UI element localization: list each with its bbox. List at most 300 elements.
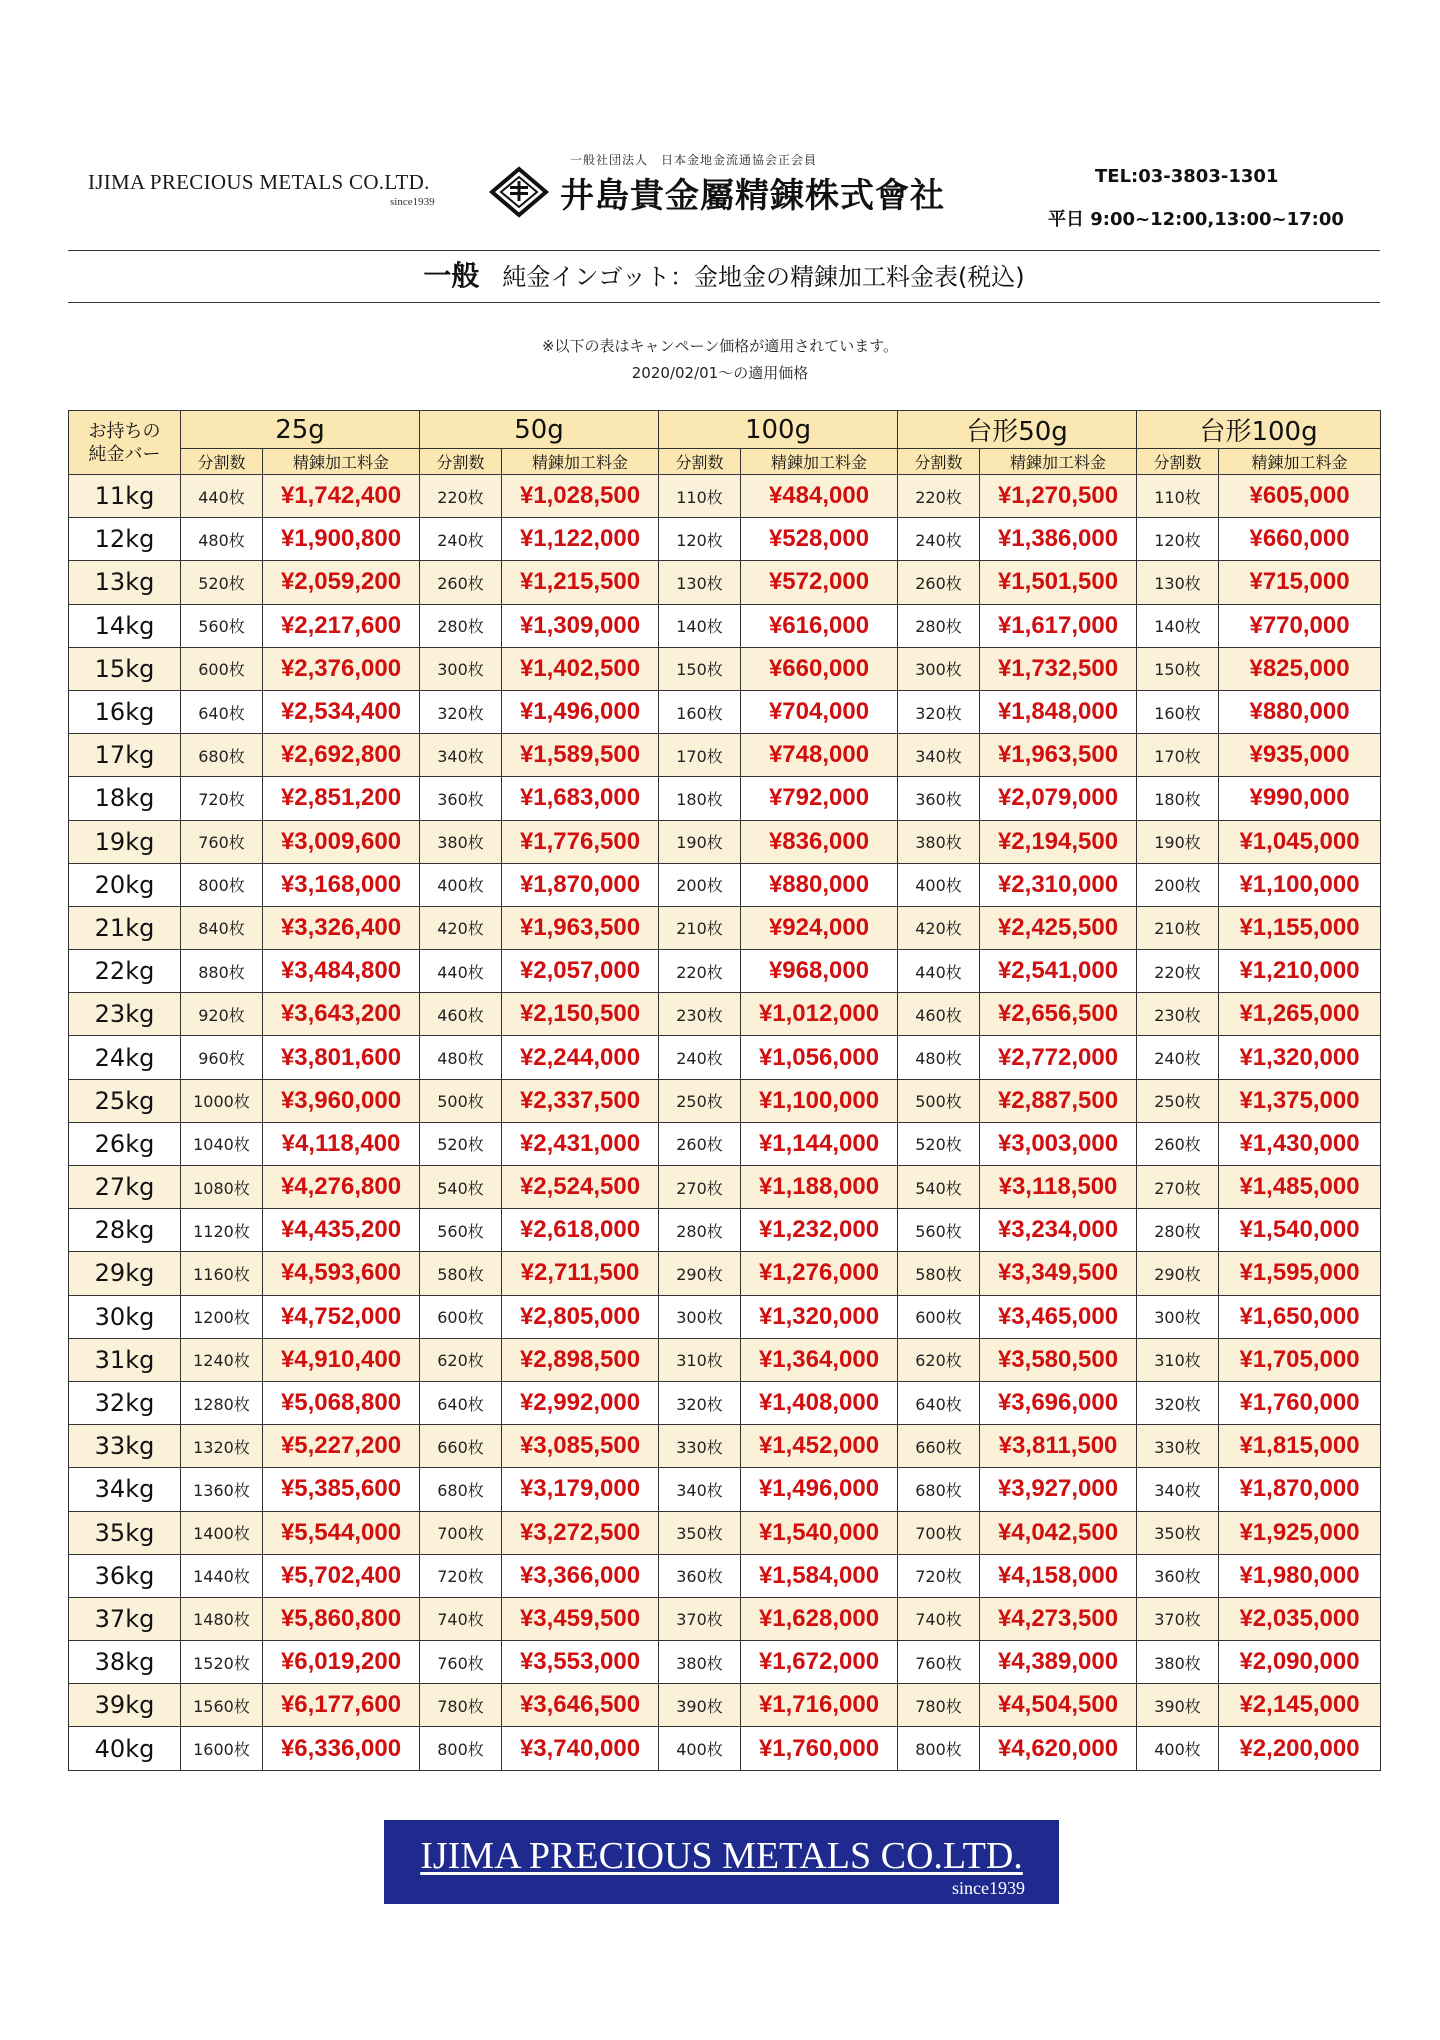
split-count: 700枚 bbox=[898, 1511, 980, 1554]
bar-weight: 17kg bbox=[69, 734, 181, 777]
refining-fee: ¥3,326,400 bbox=[263, 906, 420, 949]
split-count: 230枚 bbox=[1137, 993, 1219, 1036]
bar-weight: 30kg bbox=[69, 1295, 181, 1338]
table-row bbox=[69, 1597, 1381, 1640]
split-count: 1120枚 bbox=[181, 1209, 263, 1252]
split-count: 740枚 bbox=[420, 1597, 502, 1640]
split-count: 170枚 bbox=[659, 734, 741, 777]
split-count: 220枚 bbox=[1137, 950, 1219, 993]
split-count: 1440枚 bbox=[181, 1554, 263, 1597]
table-row bbox=[69, 1381, 1381, 1424]
split-count: 800枚 bbox=[181, 863, 263, 906]
sub-header-count: 分割数 bbox=[659, 449, 741, 475]
table-row bbox=[69, 1079, 1381, 1122]
split-count: 140枚 bbox=[659, 604, 741, 647]
refining-fee: ¥1,963,500 bbox=[502, 906, 659, 949]
bar-weight: 18kg bbox=[69, 777, 181, 820]
split-count: 760枚 bbox=[420, 1641, 502, 1684]
split-count: 340枚 bbox=[898, 734, 980, 777]
refining-fee: ¥1,144,000 bbox=[741, 1122, 898, 1165]
refining-fee: ¥1,716,000 bbox=[741, 1684, 898, 1727]
split-count: 370枚 bbox=[659, 1597, 741, 1640]
bar-weight: 19kg bbox=[69, 820, 181, 863]
refining-fee: ¥1,760,000 bbox=[741, 1727, 898, 1770]
table-row bbox=[69, 1684, 1381, 1727]
split-count: 260枚 bbox=[659, 1122, 741, 1165]
bar-weight: 34kg bbox=[69, 1468, 181, 1511]
refining-fee: ¥4,276,800 bbox=[263, 1166, 420, 1209]
refining-fee: ¥2,524,500 bbox=[502, 1166, 659, 1209]
refining-fee: ¥2,711,500 bbox=[502, 1252, 659, 1295]
refining-fee: ¥1,980,000 bbox=[1219, 1554, 1381, 1597]
split-count: 150枚 bbox=[1137, 647, 1219, 690]
split-count: 760枚 bbox=[181, 820, 263, 863]
refining-fee: ¥1,683,000 bbox=[502, 777, 659, 820]
corner-line-2: 純金バー bbox=[88, 443, 161, 465]
table-row bbox=[69, 1727, 1381, 1770]
refining-fee: ¥2,337,500 bbox=[502, 1079, 659, 1122]
split-count: 420枚 bbox=[898, 906, 980, 949]
split-count: 720枚 bbox=[898, 1554, 980, 1597]
split-count: 130枚 bbox=[659, 561, 741, 604]
table-row bbox=[69, 863, 1381, 906]
corner-line-1: お持ちの bbox=[88, 420, 161, 442]
split-count: 300枚 bbox=[420, 647, 502, 690]
bar-weight: 16kg bbox=[69, 690, 181, 733]
bar-weight: 38kg bbox=[69, 1641, 181, 1684]
bar-weight: 22kg bbox=[69, 950, 181, 993]
split-count: 220枚 bbox=[898, 475, 980, 518]
split-count: 290枚 bbox=[659, 1252, 741, 1295]
title-category: 一般 bbox=[423, 259, 480, 292]
sub-header-count: 分割数 bbox=[1137, 449, 1219, 475]
split-count: 440枚 bbox=[898, 950, 980, 993]
split-count: 270枚 bbox=[659, 1166, 741, 1209]
refining-fee: ¥990,000 bbox=[1219, 777, 1381, 820]
split-count: 400枚 bbox=[659, 1727, 741, 1770]
refining-fee: ¥2,534,400 bbox=[263, 690, 420, 733]
bar-weight: 12kg bbox=[69, 518, 181, 561]
split-count: 190枚 bbox=[1137, 820, 1219, 863]
refining-fee: ¥2,376,000 bbox=[263, 647, 420, 690]
price-table bbox=[68, 410, 1381, 1771]
split-count: 660枚 bbox=[420, 1425, 502, 1468]
split-count: 1280枚 bbox=[181, 1381, 263, 1424]
table-row bbox=[69, 1641, 1381, 1684]
split-count: 1200枚 bbox=[181, 1295, 263, 1338]
refining-fee: ¥4,620,000 bbox=[980, 1727, 1137, 1770]
refining-fee: ¥3,465,000 bbox=[980, 1295, 1137, 1338]
sub-header-count: 分割数 bbox=[898, 449, 980, 475]
split-count: 480枚 bbox=[420, 1036, 502, 1079]
refining-fee: ¥1,925,000 bbox=[1219, 1511, 1381, 1554]
refining-fee: ¥572,000 bbox=[741, 561, 898, 604]
split-count: 480枚 bbox=[181, 518, 263, 561]
size-header-trapezoid-100g: 台形100g bbox=[1137, 411, 1381, 449]
refining-fee: ¥660,000 bbox=[741, 647, 898, 690]
refining-fee: ¥1,045,000 bbox=[1219, 820, 1381, 863]
refining-fee: ¥1,732,500 bbox=[980, 647, 1137, 690]
table-row bbox=[69, 518, 1381, 561]
split-count: 160枚 bbox=[1137, 690, 1219, 733]
campaign-notice: ※以下の表はキャンペーン価格が適用されています。 bbox=[541, 337, 899, 355]
table-row bbox=[69, 1252, 1381, 1295]
refining-fee: ¥1,848,000 bbox=[980, 690, 1137, 733]
company-since: since1939 bbox=[390, 196, 435, 208]
split-count: 1160枚 bbox=[181, 1252, 263, 1295]
refining-fee: ¥1,672,000 bbox=[741, 1641, 898, 1684]
refining-fee: ¥2,035,000 bbox=[1219, 1597, 1381, 1640]
split-count: 880枚 bbox=[181, 950, 263, 993]
split-count: 540枚 bbox=[420, 1166, 502, 1209]
split-count: 660枚 bbox=[898, 1425, 980, 1468]
table-row bbox=[69, 820, 1381, 863]
table-row bbox=[69, 604, 1381, 647]
refining-fee: ¥6,336,000 bbox=[263, 1727, 420, 1770]
split-count: 600枚 bbox=[420, 1295, 502, 1338]
refining-fee: ¥1,386,000 bbox=[980, 518, 1137, 561]
table-row bbox=[69, 1036, 1381, 1079]
split-count: 120枚 bbox=[659, 518, 741, 561]
split-count: 800枚 bbox=[898, 1727, 980, 1770]
split-count: 270枚 bbox=[1137, 1166, 1219, 1209]
refining-fee: ¥1,270,500 bbox=[980, 475, 1137, 518]
refining-fee: ¥1,584,000 bbox=[741, 1554, 898, 1597]
bar-weight: 36kg bbox=[69, 1554, 181, 1597]
refining-fee: ¥1,320,000 bbox=[1219, 1036, 1381, 1079]
refining-fee: ¥2,057,000 bbox=[502, 950, 659, 993]
split-count: 1040枚 bbox=[181, 1122, 263, 1165]
split-count: 200枚 bbox=[659, 863, 741, 906]
split-count: 320枚 bbox=[420, 690, 502, 733]
refining-fee: ¥1,364,000 bbox=[741, 1338, 898, 1381]
split-count: 220枚 bbox=[659, 950, 741, 993]
size-header-25g: 25g bbox=[181, 411, 420, 449]
refining-fee: ¥1,963,500 bbox=[980, 734, 1137, 777]
refining-fee: ¥880,000 bbox=[741, 863, 898, 906]
table-row bbox=[69, 1425, 1381, 1468]
split-count: 370枚 bbox=[1137, 1597, 1219, 1640]
refining-fee: ¥5,702,400 bbox=[263, 1554, 420, 1597]
refining-fee: ¥1,742,400 bbox=[263, 475, 420, 518]
refining-fee: ¥3,168,000 bbox=[263, 863, 420, 906]
refining-fee: ¥880,000 bbox=[1219, 690, 1381, 733]
refining-fee: ¥3,234,000 bbox=[980, 1209, 1137, 1252]
split-count: 1000枚 bbox=[181, 1079, 263, 1122]
size-header-trapezoid-50g: 台形50g bbox=[898, 411, 1137, 449]
refining-fee: ¥924,000 bbox=[741, 906, 898, 949]
bar-weight: 31kg bbox=[69, 1338, 181, 1381]
refining-fee: ¥1,900,800 bbox=[263, 518, 420, 561]
refining-fee: ¥1,188,000 bbox=[741, 1166, 898, 1209]
split-count: 480枚 bbox=[898, 1036, 980, 1079]
refining-fee: ¥3,643,200 bbox=[263, 993, 420, 1036]
split-count: 110枚 bbox=[659, 475, 741, 518]
refining-fee: ¥1,595,000 bbox=[1219, 1252, 1381, 1295]
table-row bbox=[69, 647, 1381, 690]
split-count: 400枚 bbox=[420, 863, 502, 906]
split-count: 800枚 bbox=[420, 1727, 502, 1770]
split-count: 250枚 bbox=[1137, 1079, 1219, 1122]
split-count: 420枚 bbox=[420, 906, 502, 949]
refining-fee: ¥3,484,800 bbox=[263, 950, 420, 993]
refining-fee: ¥770,000 bbox=[1219, 604, 1381, 647]
table-row bbox=[69, 475, 1381, 518]
bar-weight: 24kg bbox=[69, 1036, 181, 1079]
refining-fee: ¥1,540,000 bbox=[1219, 1209, 1381, 1252]
bar-weight: 28kg bbox=[69, 1209, 181, 1252]
refining-fee: ¥5,385,600 bbox=[263, 1468, 420, 1511]
refining-fee: ¥616,000 bbox=[741, 604, 898, 647]
split-count: 600枚 bbox=[898, 1295, 980, 1338]
bar-weight: 32kg bbox=[69, 1381, 181, 1424]
split-count: 150枚 bbox=[659, 647, 741, 690]
split-count: 170枚 bbox=[1137, 734, 1219, 777]
split-count: 680枚 bbox=[420, 1468, 502, 1511]
sub-header-count: 分割数 bbox=[181, 449, 263, 475]
refining-fee: ¥2,244,000 bbox=[502, 1036, 659, 1079]
split-count: 520枚 bbox=[420, 1122, 502, 1165]
refining-fee: ¥4,042,500 bbox=[980, 1511, 1137, 1554]
split-count: 280枚 bbox=[659, 1209, 741, 1252]
split-count: 840枚 bbox=[181, 906, 263, 949]
refining-fee: ¥1,870,000 bbox=[1219, 1468, 1381, 1511]
refining-fee: ¥1,430,000 bbox=[1219, 1122, 1381, 1165]
split-count: 780枚 bbox=[898, 1684, 980, 1727]
table-row bbox=[69, 1511, 1381, 1554]
refining-fee: ¥3,811,500 bbox=[980, 1425, 1137, 1468]
refining-fee: ¥5,068,800 bbox=[263, 1381, 420, 1424]
split-count: 760枚 bbox=[898, 1641, 980, 1684]
split-count: 160枚 bbox=[659, 690, 741, 733]
split-count: 210枚 bbox=[659, 906, 741, 949]
split-count: 620枚 bbox=[420, 1338, 502, 1381]
split-count: 1320枚 bbox=[181, 1425, 263, 1468]
bar-weight: 40kg bbox=[69, 1727, 181, 1770]
table-row bbox=[69, 1295, 1381, 1338]
refining-fee: ¥3,927,000 bbox=[980, 1468, 1137, 1511]
footer-since: since1939 bbox=[952, 1878, 1025, 1898]
effective-date: 2020/02/01～の適用価格 bbox=[631, 364, 809, 382]
refining-fee: ¥1,540,000 bbox=[741, 1511, 898, 1554]
split-count: 720枚 bbox=[181, 777, 263, 820]
refining-fee: ¥3,801,600 bbox=[263, 1036, 420, 1079]
refining-fee: ¥1,485,000 bbox=[1219, 1166, 1381, 1209]
table-row bbox=[69, 777, 1381, 820]
refining-fee: ¥2,656,500 bbox=[980, 993, 1137, 1036]
bar-weight: 14kg bbox=[69, 604, 181, 647]
refining-fee: ¥1,375,000 bbox=[1219, 1079, 1381, 1122]
sub-header-fee: 精錬加工料金 bbox=[980, 449, 1137, 475]
phone-number: TEL:03-3803-1301 bbox=[1095, 166, 1279, 187]
bar-weight: 29kg bbox=[69, 1252, 181, 1295]
refining-fee: ¥1,496,000 bbox=[502, 690, 659, 733]
refining-fee: ¥1,408,000 bbox=[741, 1381, 898, 1424]
split-count: 180枚 bbox=[659, 777, 741, 820]
table-row bbox=[69, 561, 1381, 604]
refining-fee: ¥4,504,500 bbox=[980, 1684, 1137, 1727]
refining-fee: ¥2,851,200 bbox=[263, 777, 420, 820]
refining-fee: ¥1,589,500 bbox=[502, 734, 659, 777]
table-row bbox=[69, 993, 1381, 1036]
split-count: 400枚 bbox=[898, 863, 980, 906]
table-row bbox=[69, 1468, 1381, 1511]
refining-fee: ¥6,019,200 bbox=[263, 1641, 420, 1684]
refining-fee: ¥2,150,500 bbox=[502, 993, 659, 1036]
refining-fee: ¥792,000 bbox=[741, 777, 898, 820]
split-count: 960枚 bbox=[181, 1036, 263, 1079]
header-rule-bottom bbox=[68, 302, 1380, 303]
split-count: 250枚 bbox=[659, 1079, 741, 1122]
refining-fee: ¥2,541,000 bbox=[980, 950, 1137, 993]
refining-fee: ¥2,059,200 bbox=[263, 561, 420, 604]
split-count: 260枚 bbox=[1137, 1122, 1219, 1165]
split-count: 500枚 bbox=[898, 1079, 980, 1122]
refining-fee: ¥1,232,000 bbox=[741, 1209, 898, 1252]
refining-fee: ¥484,000 bbox=[741, 475, 898, 518]
refining-fee: ¥3,349,500 bbox=[980, 1252, 1137, 1295]
refining-fee: ¥2,310,000 bbox=[980, 863, 1137, 906]
split-count: 350枚 bbox=[659, 1511, 741, 1554]
sub-header-count: 分割数 bbox=[420, 449, 502, 475]
bar-weight: 21kg bbox=[69, 906, 181, 949]
refining-fee: ¥2,772,000 bbox=[980, 1036, 1137, 1079]
refining-fee: ¥836,000 bbox=[741, 820, 898, 863]
split-count: 600枚 bbox=[181, 647, 263, 690]
bar-weight: 33kg bbox=[69, 1425, 181, 1468]
refining-fee: ¥1,650,000 bbox=[1219, 1295, 1381, 1338]
split-count: 200枚 bbox=[1137, 863, 1219, 906]
refining-fee: ¥2,887,500 bbox=[980, 1079, 1137, 1122]
refining-fee: ¥748,000 bbox=[741, 734, 898, 777]
split-count: 920枚 bbox=[181, 993, 263, 1036]
sub-header-fee: 精錬加工料金 bbox=[263, 449, 420, 475]
split-count: 330枚 bbox=[1137, 1425, 1219, 1468]
split-count: 520枚 bbox=[181, 561, 263, 604]
refining-fee: ¥3,553,000 bbox=[502, 1641, 659, 1684]
refining-fee: ¥5,860,800 bbox=[263, 1597, 420, 1640]
refining-fee: ¥3,085,500 bbox=[502, 1425, 659, 1468]
split-count: 290枚 bbox=[1137, 1252, 1219, 1295]
split-count: 540枚 bbox=[898, 1166, 980, 1209]
refining-fee: ¥1,122,000 bbox=[502, 518, 659, 561]
split-count: 680枚 bbox=[181, 734, 263, 777]
refining-fee: ¥1,452,000 bbox=[741, 1425, 898, 1468]
table-row bbox=[69, 906, 1381, 949]
split-count: 320枚 bbox=[1137, 1381, 1219, 1424]
split-count: 620枚 bbox=[898, 1338, 980, 1381]
split-count: 380枚 bbox=[659, 1641, 741, 1684]
split-count: 340枚 bbox=[659, 1468, 741, 1511]
split-count: 1480枚 bbox=[181, 1597, 263, 1640]
split-count: 1240枚 bbox=[181, 1338, 263, 1381]
table-row bbox=[69, 1209, 1381, 1252]
refining-fee: ¥660,000 bbox=[1219, 518, 1381, 561]
split-count: 210枚 bbox=[1137, 906, 1219, 949]
split-count: 320枚 bbox=[659, 1381, 741, 1424]
split-count: 360枚 bbox=[898, 777, 980, 820]
refining-fee: ¥4,752,000 bbox=[263, 1295, 420, 1338]
split-count: 240枚 bbox=[420, 518, 502, 561]
table-header-subs bbox=[69, 449, 1381, 475]
split-count: 130枚 bbox=[1137, 561, 1219, 604]
refining-fee: ¥1,155,000 bbox=[1219, 906, 1381, 949]
split-count: 400枚 bbox=[1137, 1727, 1219, 1770]
refining-fee: ¥1,012,000 bbox=[741, 993, 898, 1036]
split-count: 1560枚 bbox=[181, 1684, 263, 1727]
split-count: 440枚 bbox=[420, 950, 502, 993]
split-count: 440枚 bbox=[181, 475, 263, 518]
split-count: 580枚 bbox=[420, 1252, 502, 1295]
refining-fee: ¥2,217,600 bbox=[263, 604, 420, 647]
sub-header-fee: 精錬加工料金 bbox=[502, 449, 659, 475]
refining-fee: ¥6,177,600 bbox=[263, 1684, 420, 1727]
refining-fee: ¥3,580,500 bbox=[980, 1338, 1137, 1381]
refining-fee: ¥4,910,400 bbox=[263, 1338, 420, 1381]
split-count: 560枚 bbox=[898, 1209, 980, 1252]
split-count: 220枚 bbox=[420, 475, 502, 518]
refining-fee: ¥2,079,000 bbox=[980, 777, 1137, 820]
table-row bbox=[69, 1166, 1381, 1209]
refining-fee: ¥4,389,000 bbox=[980, 1641, 1137, 1684]
table-row bbox=[69, 1554, 1381, 1597]
split-count: 460枚 bbox=[898, 993, 980, 1036]
refining-fee: ¥1,776,500 bbox=[502, 820, 659, 863]
business-hours: 平日 9:00~12:00,13:00~17:00 bbox=[1048, 209, 1344, 230]
corner-header bbox=[69, 411, 181, 475]
split-count: 560枚 bbox=[181, 604, 263, 647]
table-header-sizes bbox=[69, 411, 1381, 449]
sub-header-fee: 精錬加工料金 bbox=[741, 449, 898, 475]
header-rule-top bbox=[68, 250, 1380, 251]
refining-fee: ¥5,544,000 bbox=[263, 1511, 420, 1554]
refining-fee: ¥1,496,000 bbox=[741, 1468, 898, 1511]
bar-weight: 13kg bbox=[69, 561, 181, 604]
bar-weight: 37kg bbox=[69, 1597, 181, 1640]
refining-fee: ¥3,366,000 bbox=[502, 1554, 659, 1597]
split-count: 230枚 bbox=[659, 993, 741, 1036]
refining-fee: ¥3,009,600 bbox=[263, 820, 420, 863]
refining-fee: ¥2,194,500 bbox=[980, 820, 1137, 863]
price-table-body bbox=[69, 475, 1381, 1771]
refining-fee: ¥3,459,500 bbox=[502, 1597, 659, 1640]
refining-fee: ¥605,000 bbox=[1219, 475, 1381, 518]
refining-fee: ¥4,273,500 bbox=[980, 1597, 1137, 1640]
table-row bbox=[69, 734, 1381, 777]
split-count: 280枚 bbox=[1137, 1209, 1219, 1252]
bar-weight: 39kg bbox=[69, 1684, 181, 1727]
refining-fee: ¥1,320,000 bbox=[741, 1295, 898, 1338]
split-count: 560枚 bbox=[420, 1209, 502, 1252]
split-count: 180枚 bbox=[1137, 777, 1219, 820]
refining-fee: ¥1,628,000 bbox=[741, 1597, 898, 1640]
bar-weight: 15kg bbox=[69, 647, 181, 690]
table-row bbox=[69, 1122, 1381, 1165]
split-count: 360枚 bbox=[1137, 1554, 1219, 1597]
refining-fee: ¥2,992,000 bbox=[502, 1381, 659, 1424]
refining-fee: ¥4,593,600 bbox=[263, 1252, 420, 1295]
table-row bbox=[69, 1338, 1381, 1381]
company-name-jp: 井島貴金屬精錬株式會社 bbox=[560, 176, 945, 216]
split-count: 520枚 bbox=[898, 1122, 980, 1165]
split-count: 380枚 bbox=[898, 820, 980, 863]
refining-fee: ¥1,215,500 bbox=[502, 561, 659, 604]
split-count: 190枚 bbox=[659, 820, 741, 863]
refining-fee: ¥2,090,000 bbox=[1219, 1641, 1381, 1684]
split-count: 280枚 bbox=[420, 604, 502, 647]
refining-fee: ¥935,000 bbox=[1219, 734, 1381, 777]
refining-fee: ¥2,200,000 bbox=[1219, 1727, 1381, 1770]
